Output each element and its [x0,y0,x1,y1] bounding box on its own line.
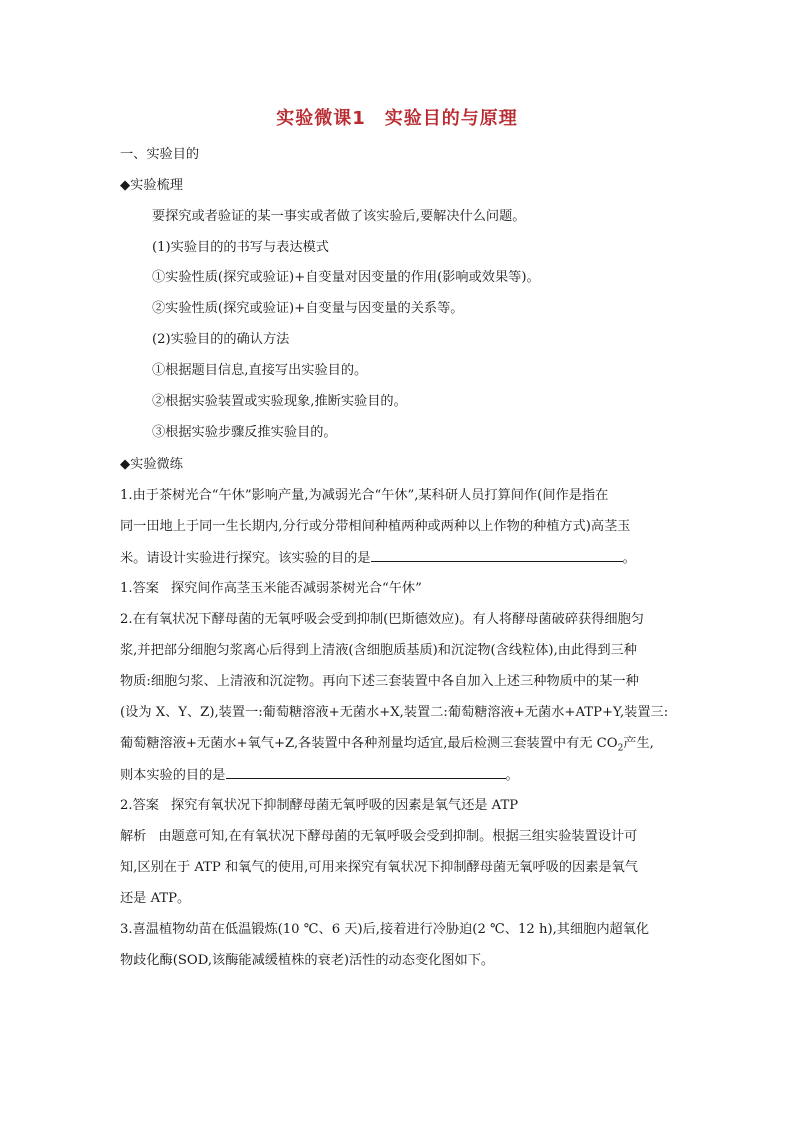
question-text: 浆,并把部分细胞匀浆离心后得到上清液(含细胞质基质)和沉淀物(含线粒体),由此得到三种 [120,643,637,658]
answer-line [120,579,422,599]
question-text-part: 葡萄糖溶液+无菌水+氧气+Z,各装置中各种剂量均适宜,最后检测三套装置中有无 CO [120,736,618,751]
question-text: 物歧化酶(SOD,该酶能减缓植株的衰老)活性的动态变化图如下。 [120,953,495,968]
explanation-label: 解析 [120,829,147,844]
explanation-text: 知,区别在于 ATP 和氧气的使用,可用来探究有氧状况下抑制酵母菌无氧呼吸的因素是氧气 [120,860,638,875]
page-title: 实验微课1 实验目的与原理 [276,108,518,129]
subsection-heading: ◆实验梳理 [120,178,183,193]
intro-text: 要探究或者验证的某一事实或者做了该实验后,要解决什么问题。 [152,209,526,224]
question-text-part: 产生, [623,736,654,751]
question-text: 2.在有氧状况下酵母菌的无氧呼吸会受到抑制(巴斯德效应)。有人将酵母菌破碎获得细胞匀 [120,612,644,627]
explanation-line [120,827,637,847]
question-text: 3.喜温植物幼苗在低温锻炼(10 ℃、6 天)后,接着进行冷胁迫(2 ℃、12 h),其细胞内超氧化 [120,922,650,937]
answer-label: 2.答案 [120,798,159,813]
explanation-text: 由题意可知,在有氧状况下酵母菌的无氧呼吸会受到抑制。根据三组实验装置设计可 [158,829,638,844]
answer-text: 探究有氧状况下抑制酵母菌无氧呼吸的因素是氧气还是 ATP [170,798,519,813]
point-item: ②根据实验装置或实验现象,推断实验目的。 [152,394,407,409]
section-heading: 一、实验目的 [120,147,200,162]
question-text [120,765,519,786]
answer-blank[interactable] [226,765,506,779]
answer-text: 探究间作高茎玉米能否减弱茶树光合“午休” [170,581,422,596]
point-heading: (2)实验目的的确认方法 [152,332,290,347]
question-text-part: 米。请设计实验进行探究。该实验的目的是 [120,551,371,566]
question-text: 物质:细胞匀浆、上清液和沉淀物。再向下述三套装置中各自加入上述三种物质中的某一种 [120,674,639,689]
point-item: ①实验性质(探究或验证)+自变量对因变量的作用(影响或效果等)。 [152,270,540,285]
question-text [120,548,636,569]
question-text-part: 则本实验的目的是 [120,768,226,783]
subsection-heading: ◆实验微练 [120,457,183,472]
question-text: (设为 X、Y、Z),装置一:葡萄糖溶液+无菌水+X,装置二:葡萄糖溶液+无菌水+ATP+Y,装置三: [120,705,669,720]
question-text: 同一田地上于同一生长期内,分行或分带相间种植两种或两种以上作物的种植方式)高茎玉 [120,519,631,534]
subscript: 2 [617,743,624,754]
answer-blank[interactable] [371,548,623,562]
question-text: 1.由于茶树光合“午休”影响产量,为减弱光合“午休”,某科研人员打算间作(间作是指在 [120,488,609,503]
point-heading: (1)实验目的的书写与表达模式 [152,240,329,255]
point-item: ②实验性质(探究或验证)+自变量与因变量的关系等。 [152,301,464,316]
question-text [120,734,654,759]
punctuation: 。 [505,768,519,783]
point-item: ①根据题目信息,直接写出实验目的。 [152,363,368,378]
explanation-text: 还是 ATP。 [120,891,191,906]
point-item: ③根据实验步骤反推实验目的。 [152,425,337,440]
punctuation: 。 [622,551,636,566]
answer-label: 1.答案 [120,581,159,596]
answer-line [120,796,518,816]
